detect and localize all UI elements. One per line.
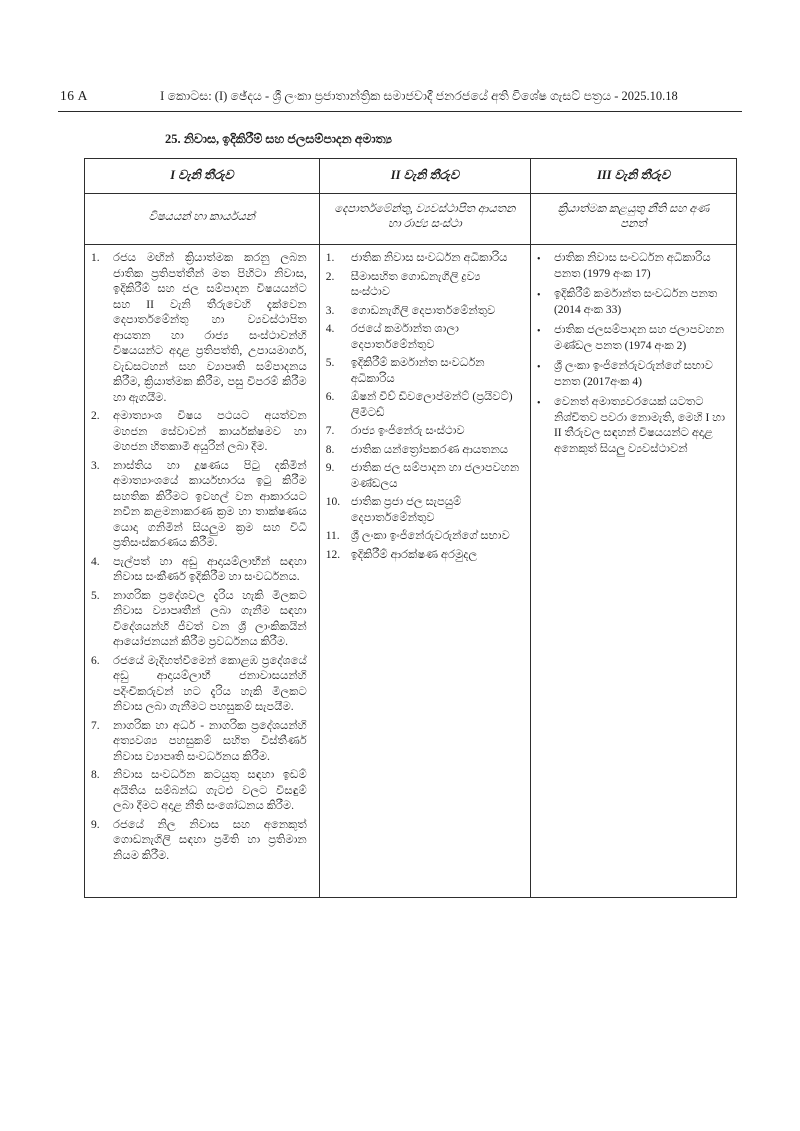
function-list-item [91, 459, 311, 552]
column-subtitle-row [85, 194, 737, 245]
item-text: ශ්‍රී ලංකා ඉංජිනේරුවරුන්ගේ සභාව [350, 530, 510, 542]
item-number: 1. [91, 252, 100, 264]
item-number: 7. [91, 719, 100, 732]
department-list-item [326, 443, 522, 459]
bullet-icon: • [536, 362, 541, 373]
department-list-item [326, 461, 522, 492]
item-number: 6. [91, 654, 100, 667]
item-number: 1. [325, 252, 335, 264]
item-number: 6. [325, 391, 335, 403]
department-list-item [326, 424, 522, 440]
department-list-item [326, 322, 522, 353]
item-number: 3. [91, 459, 100, 472]
function-list-item [91, 409, 311, 456]
item-number: 10. [325, 496, 341, 508]
function-list-item [91, 654, 311, 716]
item-text: ගොඩනැගිලි දෙපාර්තමේන්තුව [350, 304, 496, 317]
item-number: 2. [325, 270, 335, 283]
item-text: ඉදිකිරීම් කර්මාන්ත සංවර්ධන පනත (2014 අංක 33) [553, 288, 718, 316]
item-text: ශ්‍රී ලංකා ඉංජිනේරුවරුන්ගේ සභාව පනත (2017අංක 4) [553, 360, 713, 388]
column-3-title: III වැනි තීරුව [530, 159, 736, 194]
bullet-icon: • [536, 254, 541, 265]
item-text: ඕෂන් වීව් ඩිවලොප්මන්ට් (ප්‍රයිවට්) ලිමිටඩ් [350, 391, 513, 419]
page-number: 16 A [60, 88, 88, 103]
item-text: ජාතික යන්ත්‍රෝපකරණ ආයතනය [350, 443, 509, 456]
item-text: ඉදිකිරීම් කර්මාන්ත සංවර්ධන අධිකාරිය [350, 357, 485, 385]
law-list-item [537, 287, 728, 318]
law-list-item [537, 323, 728, 354]
departments-institutions-cell [319, 245, 530, 898]
item-text: පැල්පත් හා අඩු ආදායම්ලාභීන් සඳහා නිවාස සංකීර්ණ ඉදිකිරීම හා සංවර්ධනය. [113, 555, 307, 583]
item-text: රාජ්‍ය ඉංජිනේරු සංස්ථාව [350, 425, 465, 437]
item-number: 2. [91, 410, 100, 422]
function-list-item [91, 251, 311, 406]
item-text: සීමාසහිත ගොඩනැගිලි ද්‍රව්‍ය සංස්ථාව [350, 270, 481, 298]
column-2-title: II වැනි තීරුව [319, 159, 530, 194]
ministry-functions-table [84, 158, 737, 898]
department-list-item [326, 495, 522, 526]
item-number: 7. [325, 425, 335, 437]
column-1-title: I වැනි තීරුව [85, 159, 320, 194]
table-body-row [85, 245, 737, 898]
column-title-row [85, 159, 737, 194]
law-list-item [537, 395, 728, 457]
page-header [0, 0, 800, 104]
column-1-subtitle: විෂයයන් හා කාර්යයන් [85, 194, 320, 245]
item-number: 9. [325, 462, 335, 474]
bullet-icon: • [536, 326, 541, 337]
laws-acts-cell [530, 245, 736, 898]
item-text: ජාතික නිවාස සංවර්ධන අධිකාරිය [350, 252, 508, 264]
law-list-item [537, 359, 728, 390]
item-text: රජය මඟින් ක්‍රියාත්මක කරනු ලබන ජාතික ප්‍රතිපත්තීන් මත පිහිටා නිවාස, ඉදිකිරීම් සහ ජල සම්පාදන විෂයයන්ට සහ II වැනි තීරුවෙහි දැක්වෙන දෙපාර්තමේන්තු හා ව්‍යවස්ථාපිත ආයතන හා රාජ්‍ය සංස්ථාවන්හි විෂයයන්ට අදාළ ප්‍රතිපත්ති, උපායමාර්ග, වැඩසටහන් සහ ව්‍යාපෘති සම්පාදනය කිරීම, ක්‍රියාත්මක කිරීම, පසු විපරම් කිරීම හා ඇගයීම. [113, 252, 307, 404]
department-list-item [326, 529, 522, 545]
subjects-functions-cell [85, 245, 320, 898]
item-number: 3. [325, 304, 335, 317]
item-text: ඉදිකිරීම් ආරක්ෂණ අරමුදල [350, 548, 478, 561]
function-list-item [91, 589, 311, 651]
item-text: රජයේ මැදිහත්වීමෙන් කොළඹ ප්‍රදේශයේ අඩු ආදායම්ලාභී ජනාවාසයන්හි පදිංචිකරුවන් හට දැරිය හැකි මිලකට නිවාස ලබා ගැනීමට පහසුකම් සැපයීම. [113, 654, 307, 713]
department-list-item [326, 270, 522, 301]
department-list-item [326, 356, 522, 387]
item-number: 4. [91, 555, 100, 568]
item-text: ජාතික නිවාස සංවර්ධන අධිකාරිය පනත (1979 අංක 17) [553, 252, 711, 280]
bullet-icon: • [536, 290, 541, 301]
function-list-item [91, 818, 311, 865]
column-2-subtitle: දෙපාර්තමේන්තු, ව්‍යවස්ථාපිත ආයතන හා රාජ්‍ය සංස්ථා [319, 194, 530, 245]
item-text: ජාතික ජල සම්පාදන හා ජලාපවහන මණ්ඩලය [350, 462, 520, 490]
bullet-icon: • [536, 398, 541, 409]
item-text: ජාතික ජලසම්පාදන සහ ජලාපවහන මණ්ඩල පනත (1974 අංක 2) [553, 324, 725, 352]
item-text: නාගරික හා අර්ධ - නාගරික ප්‍රදේශයන්හි අත්‍යවශ්‍ය පහසුකම් සහිත විස්තීර්ණ නිවාස ව්‍යාපෘති සංවර්ධනය කිරීම. [113, 719, 307, 763]
item-number: 12. [325, 548, 341, 561]
column-3-subtitle: ක්‍රියාත්මක කළයුතු නීති සහ අණ පනත් [530, 194, 736, 245]
department-list-item [326, 390, 522, 421]
department-list-item [326, 548, 522, 564]
item-text: රජයේ කර්මාන්ත ශාලා දෙපාර්තමේන්තුව [350, 323, 459, 351]
law-list-item [537, 251, 728, 282]
item-text: රජයේ නිල නිවාස සහ අනෙකුත් ගොඩනැගිලි සඳහා ප්‍රමිති හා ප්‍රතිමාන නියම කිරීම. [113, 818, 307, 862]
department-list-item [326, 304, 522, 320]
item-text: නාගරික ප්‍රදේශවල දැරිය හැකි මිලකට නිවාස ව්‍යාපෘතීන් ලබා ගැනීම සඳහා විදේශයන්හි ජීවත් වන ශ්‍රී ලාංකිකයින් ආයෝජනයන් කිරීම ප්‍රවර්ධනය කිරීම. [113, 589, 307, 648]
item-text: ජාතික ප්‍රජා ජල සැපයුම් දෙපාර්තමේන්තුව [350, 496, 462, 524]
item-number: 8. [325, 443, 335, 456]
function-list-item [91, 768, 311, 815]
gazette-header-title: I කොටස: (I) ඡේදය - ශ්‍රී ලංකා ප්‍රජාතාන්ත්‍රික සමාජවාදී ජනරජයේ අති විශේෂ ගැසට් පත්‍රය - 2025.10.18 [160, 89, 678, 103]
item-number: 9. [91, 818, 100, 831]
item-number: 5. [325, 357, 335, 369]
function-list-item [91, 555, 311, 586]
item-number: 8. [91, 769, 100, 781]
item-text: අමාත්‍යාංශ විෂය පථයට අයත්වන මහජන සේවාවන් කාර්යක්ෂමව හා මහජන හිතකාමී අයුරින් ලබා දීම. [113, 410, 307, 453]
item-text: වෙනත් අමාත්‍යවරයෙක් යටතට නිශ්චිතව පවරා නොමැති, මෙහි I හා II තීරුවල සඳහන් විෂයයන්ට අදාළ අනෙකුත් සියලු ව්‍යවස්ථාවන් [553, 396, 726, 455]
item-number: 5. [91, 589, 100, 602]
item-text: නාස්තිය හා දූෂණය පිටු දකිමින් අමාත්‍යාංශයේ කාර්යභාරය ඉටු කිරීම සහතික කිරීමට ඉවහල් වන ආකාරයට නවීන කළමනාකරණ ක්‍රම හා තාක්ෂණය යොදා ගනිමින් සියලුම ක්‍රම සහ විධි ප්‍රතිසංස්කරණය කිරීම. [113, 459, 307, 549]
item-number: 11. [325, 530, 340, 542]
header-rule [58, 111, 742, 112]
department-list-item [326, 251, 522, 267]
ministry-section-heading: 25. නිවාස, ඉදිකිරීම් සහ ජලසම්පාදන අමාත්‍ය [165, 132, 392, 146]
function-list-item [91, 719, 311, 766]
item-number: 4. [325, 323, 335, 335]
item-text: නිවාස සංවර්ධන කටයුතු සඳහා ඉඩම් අයිතිය සම්බන්ධ ගැටළු වලට විසඳුම් ලබා දීමට අදාළ නීති සංශෝධනය කිරීම. [113, 769, 307, 812]
